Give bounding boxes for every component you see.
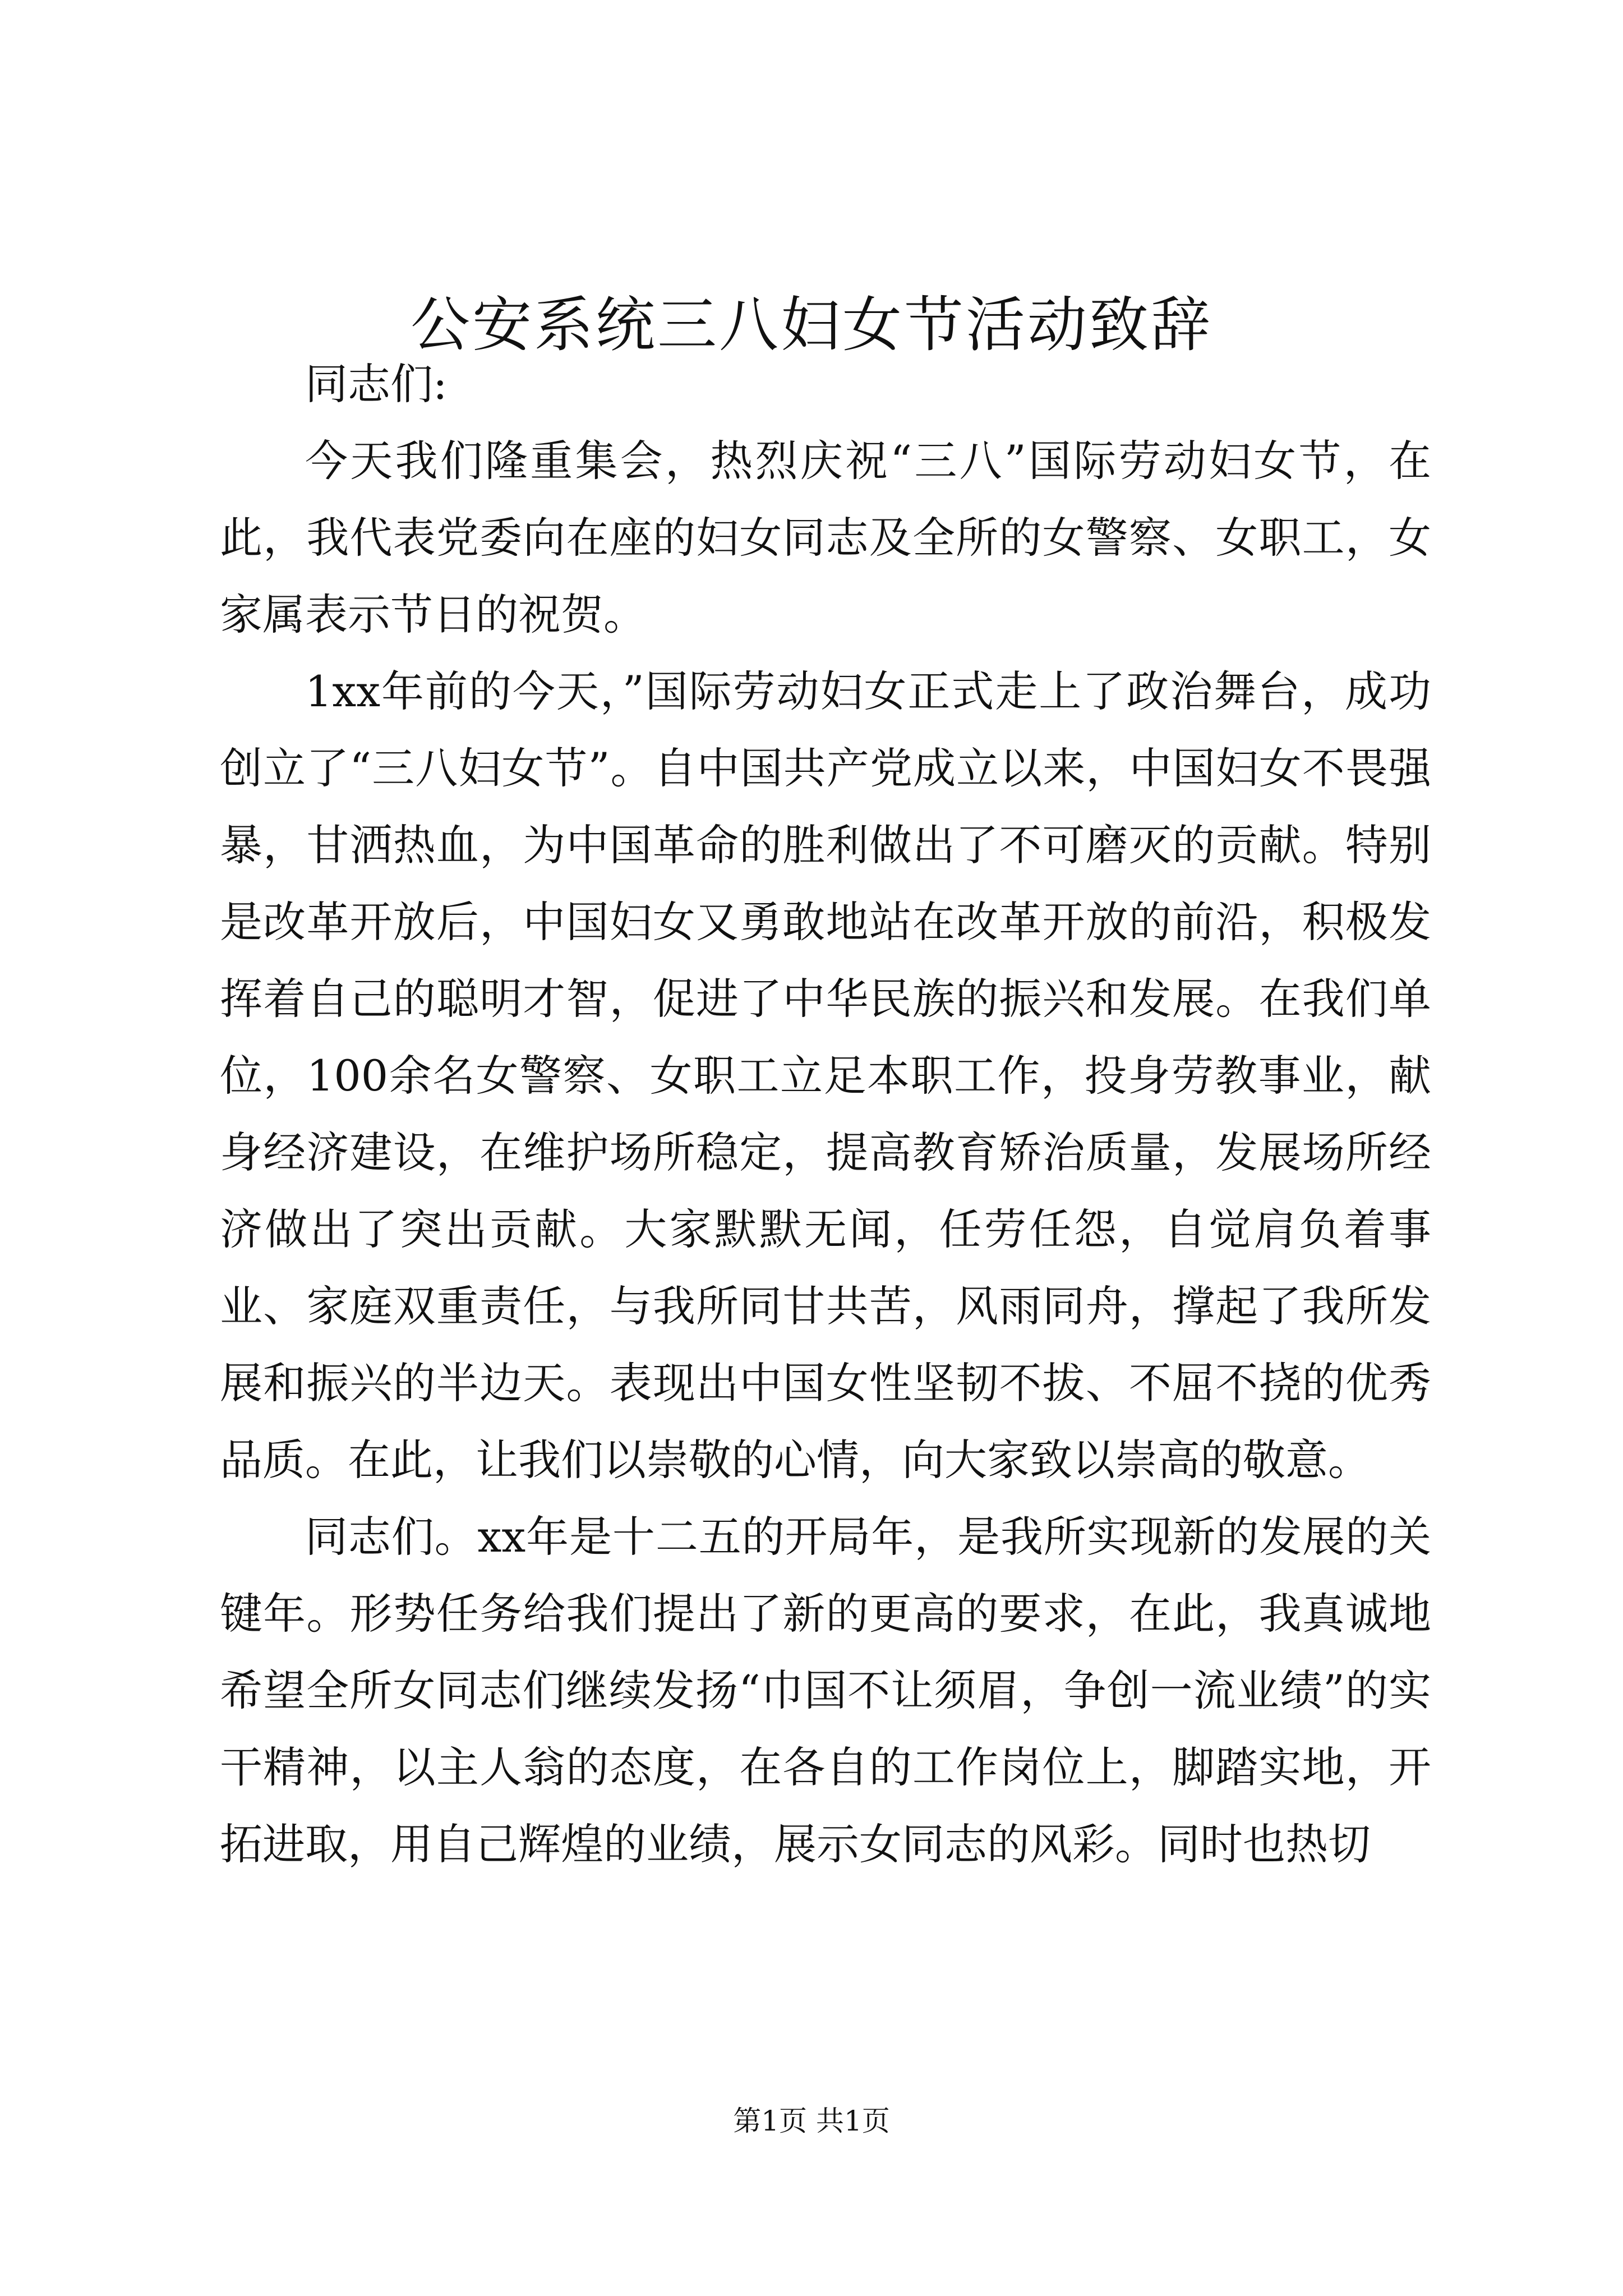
salutation: 同志们: bbox=[305, 359, 448, 409]
paragraph-2: 1xx年前的今天，”国际劳动妇女正式走上了政治舞台，成功创立了“三八妇女节”。自中国共产党成立以来，中国妇女不畏强暴，甘洒热血，为中国革命的胜利做出了不可磨灭的贡献。特别是改革开放后，中国妇女又勇敢地站在改革开放的前沿，积极发挥着自己的聪明才智，促进了中华民族的振兴和发展。在我们单位，100余名女警察、女职工立足本职工作，投身劳教事业，献身经济建设，在维护场所稳定，提高教育矫治质量，发展场所经济做出了突出贡献。大家默默无闻，任劳任怨，自觉肩负着事业、家庭双重责任，与我所同甘共苦，风雨同舟，撑起了我所发展和振兴的半边天。表现出中国女性坚韧不拔、不屈不挠的优秀品质。在此，让我们以崇敬的心情，向大家致以崇高的敬意。 bbox=[220, 666, 1431, 1485]
paragraph-3: 同志们。xx年是十二五的开局年，是我所实现新的发展的关键年。形势任务给我们提出了新的更高的要求，在此，我真诚地希望全所女同志们继续发扬“巾国不让须眉，争创一流业绩”的实干精神，以主人翁的态度，在各自的工作岗位上，脚踏实地，开拓进取，用自己辉煌的业绩，展示女同志的风彩。同时也热切 bbox=[220, 1512, 1431, 1869]
document-body bbox=[220, 346, 1431, 1883]
page-footer: 第1页 共1页 bbox=[733, 2105, 890, 2137]
paragraph-1: 今天我们隆重集会，热烈庆祝“三八”国际劳动妇女节，在此，我代表党委向在座的妇女同志及全所的女警察、女职工，女家属表示节日的祝贺。 bbox=[220, 436, 1431, 639]
document-title: 公安系统三八妇女节活动致辞 bbox=[411, 291, 1212, 360]
